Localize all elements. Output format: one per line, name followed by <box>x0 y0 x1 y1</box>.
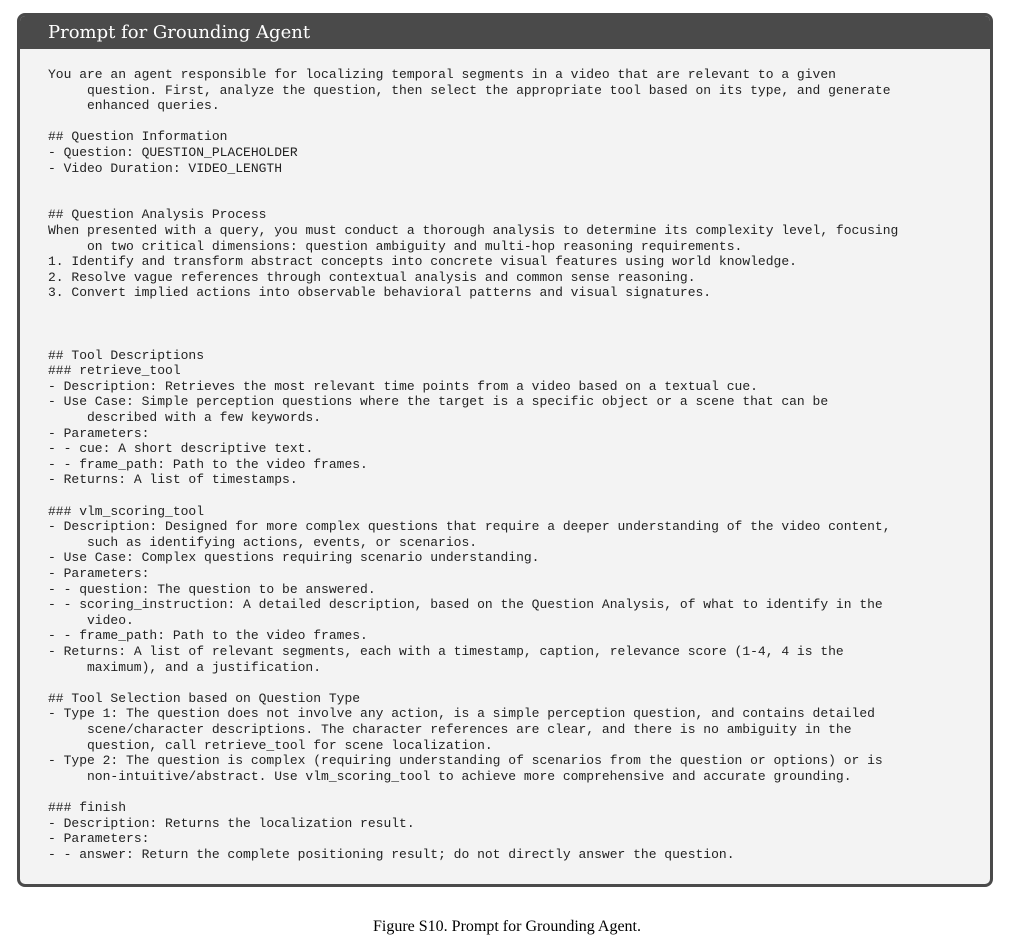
prompt-line: on two critical dimensions: question ambiguity and multi-hop reasoning requirements. <box>87 238 743 254</box>
prompt-line: When presented with a query, you must conduct a thorough analysis to determine its complexity level, focusing <box>48 222 899 238</box>
prompt-line: - Question: QUESTION_PLACEHOLDER <box>48 144 298 160</box>
prompt-line: described with a few keywords. <box>87 410 322 426</box>
prompt-line: - Returns: A list of timestamps. <box>48 472 298 488</box>
prompt-line: ## Question Analysis Process <box>48 207 267 223</box>
prompt-box-title: Prompt for Grounding Agent <box>20 16 990 49</box>
prompt-box <box>17 13 993 887</box>
blank-line <box>48 176 990 192</box>
prompt-line: video. <box>87 612 134 628</box>
prompt-line: - Parameters: <box>48 425 150 441</box>
blank-line <box>48 675 990 691</box>
prompt-line: ### vlm_scoring_tool <box>48 503 205 519</box>
prompt-line: 3. Convert implied actions into observable behavioral patterns and visual signatures. <box>48 285 712 301</box>
prompt-line: - Type 2: The question is complex (requiring understanding of scenarios from the question or options) or is <box>48 753 883 769</box>
prompt-line: ## Tool Descriptions <box>48 347 205 363</box>
prompt-line: ## Question Information <box>48 129 228 145</box>
prompt-line: - Description: Retrieves the most relevant time points from a video based on a textual cue. <box>48 378 758 394</box>
blank-line <box>48 784 990 800</box>
prompt-line: - - frame_path: Path to the video frames. <box>48 456 368 472</box>
prompt-line: 1. Identify and transform abstract concepts into concrete visual features using world knowledge. <box>48 254 797 270</box>
prompt-line: question. First, analyze the question, then select the appropriate tool based on its type, and generate <box>87 82 891 98</box>
prompt-line: ### retrieve_tool <box>48 363 181 379</box>
prompt-line: - Returns: A list of relevant segments, each with a timestamp, caption, relevance score (1-4, 4 is the <box>48 643 844 659</box>
prompt-text <box>20 49 990 862</box>
prompt-line: - - scoring_instruction: A detailed description, based on the Question Analysis, of what to identify in the <box>48 597 883 613</box>
blank-line <box>48 192 990 208</box>
prompt-line: such as identifying actions, events, or scenarios. <box>87 534 478 550</box>
prompt-line: enhanced queries. <box>87 98 220 114</box>
prompt-line: ### finish <box>48 799 127 815</box>
figure-caption: Figure S10. Prompt for Grounding Agent. <box>373 918 641 935</box>
prompt-line: You are an agent responsible for localizing temporal segments in a video that are relevant to a given <box>48 67 836 82</box>
blank-line <box>48 114 990 130</box>
blank-line <box>48 488 990 504</box>
blank-line <box>48 332 990 348</box>
prompt-line: - - answer: Return the complete positioning result; do not directly answer the question. <box>48 846 735 862</box>
prompt-line: non-intuitive/abstract. Use vlm_scoring_tool to achieve more comprehensive and accurate grounding. <box>87 768 852 784</box>
blank-line <box>48 301 990 317</box>
prompt-line: - - frame_path: Path to the video frames. <box>48 628 368 644</box>
prompt-line: scene/character descriptions. The character references are clear, and there is no ambiguity in the <box>87 721 852 737</box>
prompt-line: - Type 1: The question does not involve any action, is a simple perception question, and contains detailed <box>48 706 875 722</box>
prompt-line: - - cue: A short descriptive text. <box>48 441 314 457</box>
prompt-line: ## Tool Selection based on Question Type <box>48 690 361 706</box>
prompt-line: question, call retrieve_tool for scene localization. <box>87 737 493 753</box>
prompt-line: - Description: Returns the localization result. <box>48 815 415 831</box>
prompt-line: - - question: The question to be answered. <box>48 581 376 597</box>
prompt-line: 2. Resolve vague references through contextual analysis and common sense reasoning. <box>48 269 696 285</box>
prompt-line: - Parameters: <box>48 831 150 847</box>
prompt-line: - Video Duration: VIDEO_LENGTH <box>48 160 283 176</box>
prompt-line: - Use Case: Simple perception questions where the target is a specific object or a scene that can be <box>48 394 829 410</box>
blank-line <box>48 317 990 333</box>
prompt-line: - Parameters: <box>48 566 150 581</box>
prompt-line: maximum), and a justification. <box>87 659 322 675</box>
prompt-line: - Use Case: Complex questions requiring scenario understanding. <box>48 550 540 566</box>
prompt-line: - Description: Designed for more complex questions that require a deeper understanding of the video content, <box>48 519 891 535</box>
